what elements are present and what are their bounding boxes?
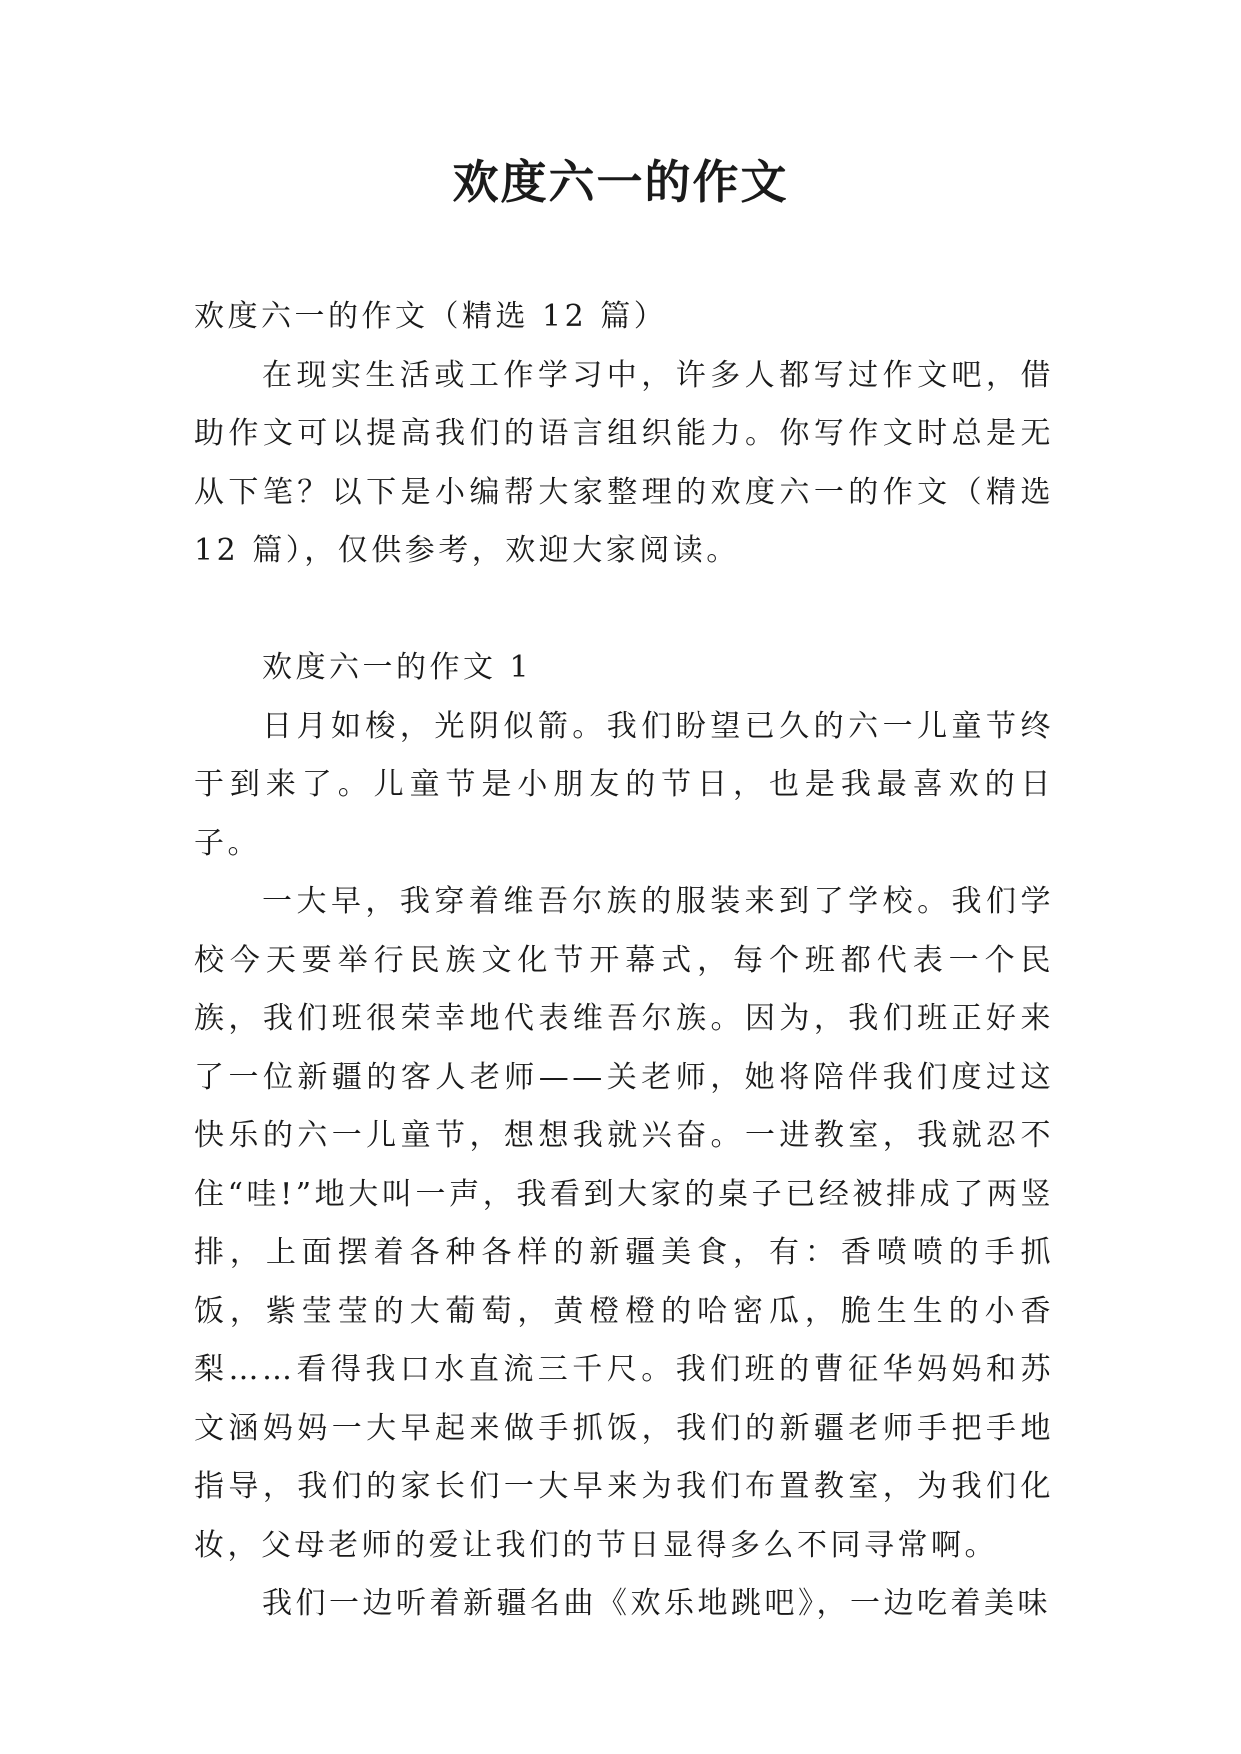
document-subtitle: 欢度六一的作文（精选 12 篇） <box>194 299 668 334</box>
intro-paragraph: 在现实生活或工作学习中，许多人都写过作文吧，借助作文可以提高我们的语言组织能力。你写作文时总是无从下笔？以下是小编帮大家整理的欢度六一的作文（精选 12 篇），仅供参考，欢迎大家阅读。 <box>194 357 1054 568</box>
document-body <box>194 288 1054 1634</box>
body-paragraph: 我们一边听着新疆名曲《欢乐地跳吧》，一边吃着美味 <box>262 1586 1051 1621</box>
section-heading: 欢度六一的作文 1 <box>262 650 533 685</box>
body-paragraph: 一大早，我穿着维吾尔族的服装来到了学校。我们学校今天要举行民族文化节开幕式，每个班都代表一个民族，我们班很荣幸地代表维吾尔族。因为，我们班正好来了一位新疆的客人老师——关老师，她将陪伴我们度过这快乐的六一儿童节，想想我就兴奋。一进教室，我就忍不住“哇!”地大叫一声，我看到大家的桌子已经被排成了两竖排，上面摆着各种各样的新疆美食，有：香喷喷的手抓饭，紫莹莹的大葡萄，黄橙橙的哈密瓜，脆生生的小香梨……看得我口水直流三千尺。我们班的曹征华妈妈和苏文涵妈妈一大早起来做手抓饭，我们的新疆老师手把手地指导，我们的家长们一大早来为我们布置教室，为我们化妆，父母老师的爱让我们的节日显得多么不同寻常啊。 <box>194 884 1054 1563</box>
section-spacer <box>194 581 1054 640</box>
document-title: 欢度六一的作文 <box>452 155 789 209</box>
body-paragraph: 日月如梭，光阴似箭。我们盼望已久的六一儿童节终于到来了。儿童节是小朋友的节日，也是我最喜欢的日子。 <box>194 708 1054 861</box>
